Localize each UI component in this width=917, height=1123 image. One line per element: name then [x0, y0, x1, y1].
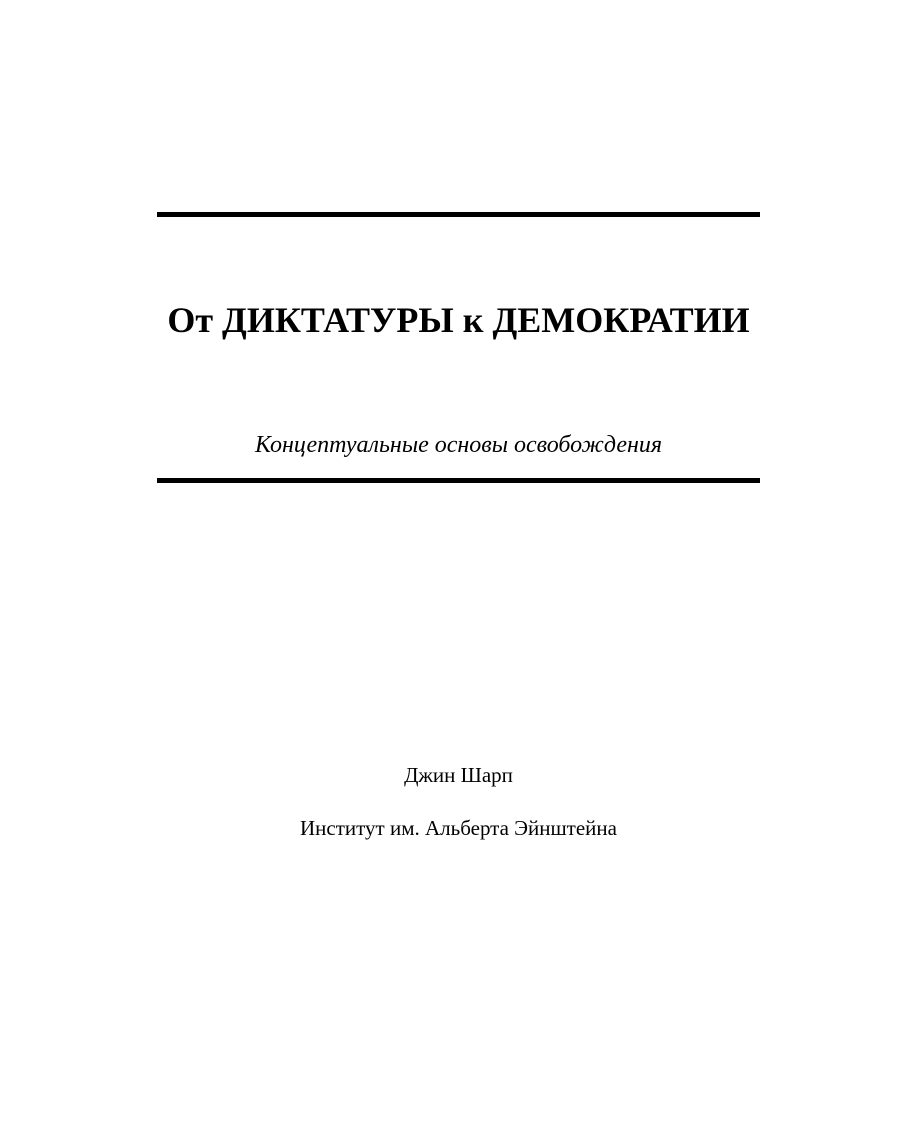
- top-horizontal-rule: [157, 212, 760, 217]
- page-title: От ДИКТАТУРЫ к ДЕМОКРАТИИ: [167, 300, 750, 340]
- bottom-horizontal-rule: [157, 478, 760, 483]
- author-name: Джин Шарп: [404, 763, 513, 787]
- page-subtitle: Концептуальные основы освобождения: [254, 432, 663, 458]
- institute-name: Институт им. Альберта Эйнштейна: [300, 816, 617, 840]
